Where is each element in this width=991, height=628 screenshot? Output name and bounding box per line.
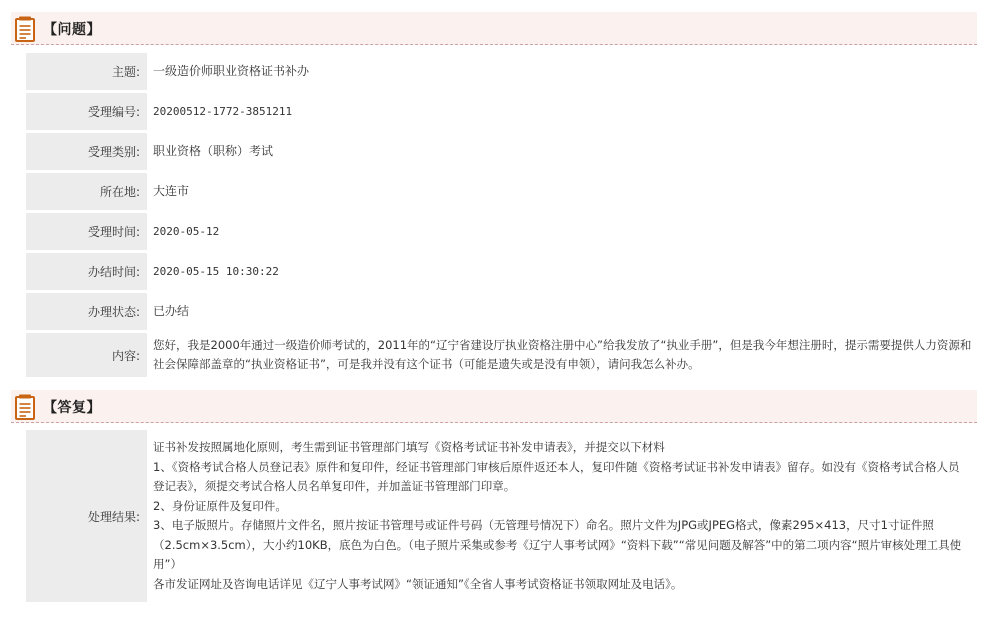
table-row	[26, 213, 977, 250]
table-row	[26, 173, 977, 210]
document-icon	[14, 394, 36, 420]
question-section-title: 【问题】	[43, 22, 101, 38]
subject-label: 主题:	[26, 53, 147, 90]
status-label: 办理状态:	[26, 293, 147, 330]
answer-section-header	[11, 390, 977, 423]
table-row	[26, 93, 977, 130]
subject-value: 一级造价师职业资格证书补办	[147, 53, 977, 90]
location-value: 大连市	[147, 173, 977, 210]
answer-details-table	[26, 430, 977, 602]
case-number-label: 受理编号:	[26, 93, 147, 130]
status-value: 已办结	[147, 293, 977, 330]
table-row	[26, 133, 977, 170]
result-label: 处理结果:	[26, 430, 147, 602]
answer-paragraph: 各市发证网址及咨询电话详见《辽宁人事考试网》“领证通知”《全省人事考试资格证书领取网址及电话》。	[153, 576, 683, 591]
table-row	[26, 253, 977, 290]
accepted-time-value: 2020-05-12	[147, 213, 977, 250]
category-label: 受理类别:	[26, 133, 147, 170]
table-row	[26, 333, 977, 377]
answer-section-title: 【答复】	[43, 400, 101, 416]
answer-paragraph: 2、身份证原件及复印件。	[153, 498, 287, 513]
table-row	[26, 430, 977, 602]
content-value: 您好，我是2000年通过一级造价师考试的，2011年的“辽宁省建设厅执业资格注册中心”给我发放了“执业手册”，但是我今年想注册时，提示需要提供人力资源和社会保障部盖章的“执业资格证书”，可是我并没有这个证书（可能是遗失或是没有申领），请问我怎么补办。	[147, 333, 977, 377]
completed-time-label: 办结时间:	[26, 253, 147, 290]
table-row	[26, 293, 977, 330]
answer-paragraph: 1、《资格考试合格人员登记表》原件和复印件，经证书管理部门审核后原件返还本人，复印件随《资格考试证书补发申请表》留存。如没有《资格考试合格人员登记表》，须提交考试合格人员名单复印件，并加盖证书管理部门印章。	[153, 459, 960, 493]
answer-paragraph: 证书补发按照属地化原则，考生需到证书管理部门填写《资格考试证书补发申请表》，并提交以下材料	[153, 440, 665, 454]
case-number-value: 20200512-1772-3851211	[147, 93, 977, 130]
document-icon	[14, 16, 36, 42]
location-label: 所在地:	[26, 173, 147, 210]
answer-paragraph: 3、电子版照片。存储照片文件名，照片按证书管理号或证件号码（无管理号情况下）命名。照片文件为JPG或JPEG格式，像素295×413，尺寸1寸证件照（2.5cm×3.5cm），大小约10KB，底色为白色。（电子照片采集或参考《辽宁人事考试网》“资料下载”“常见问题及解答”中的第二项内容“照片审核处理工具使用”）	[153, 518, 962, 571]
question-details-table	[26, 50, 977, 380]
table-row	[26, 53, 977, 90]
category-value: 职业资格（职称）考试	[147, 133, 977, 170]
question-section-header	[11, 12, 977, 45]
result-value	[147, 430, 977, 602]
completed-time-value: 2020-05-15 10:30:22	[147, 253, 977, 290]
accepted-time-label: 受理时间:	[26, 213, 147, 250]
content-label: 内容:	[26, 333, 147, 377]
